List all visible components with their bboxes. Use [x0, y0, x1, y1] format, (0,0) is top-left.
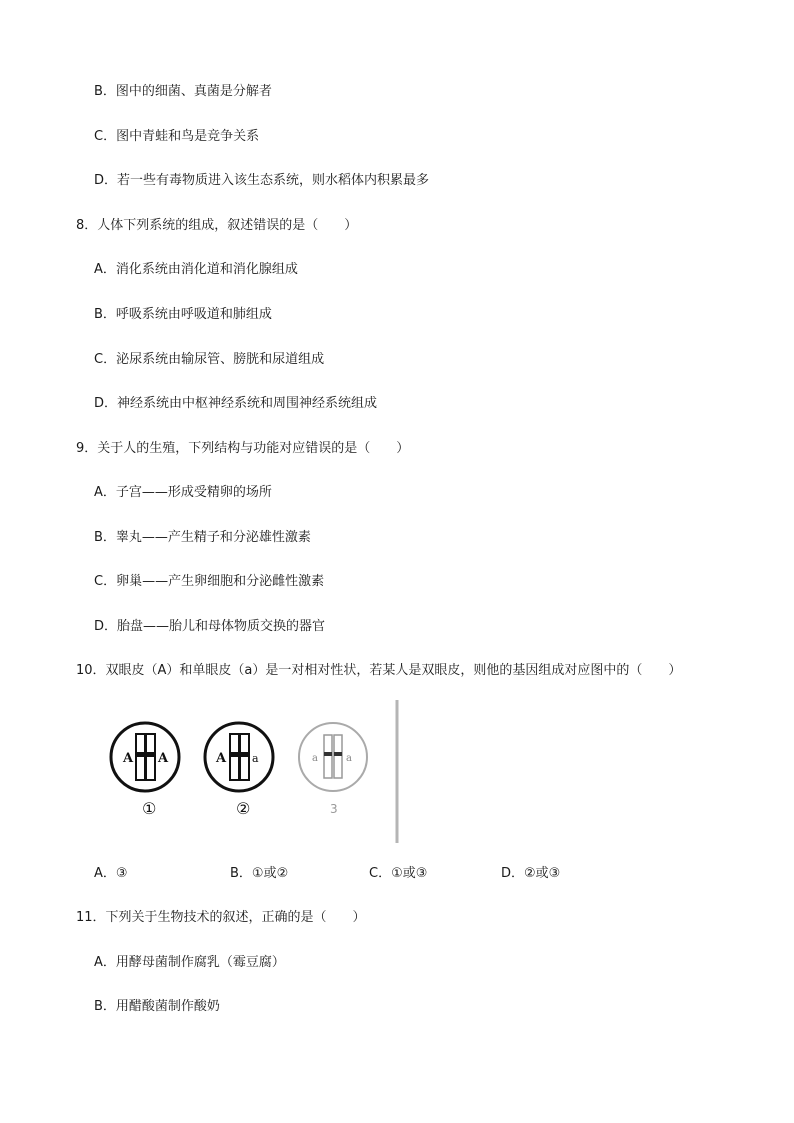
cell-1 — [111, 723, 179, 818]
q10-stem: 10．双眼皮（A）和单眼皮（a）是一对相对性状，若某人是双眼皮，则他的基因组成对应图中的（ ） — [76, 663, 682, 678]
q11-stem: 11．下列关于生物技术的叙述，正确的是（ ） — [76, 910, 366, 925]
q8-option-b: B．呼吸系统由呼吸道和肺组成 — [94, 307, 272, 322]
q10-option-a: A．③ — [94, 866, 128, 881]
q9-option-a: A．子宫——形成受精卵的场所 — [94, 485, 272, 500]
q11-option-a: A．用酵母菌制作腐乳（霉豆腐） — [94, 955, 285, 970]
cell-3-label: 3 — [330, 802, 338, 816]
q10-option-b: B．①或② — [230, 866, 289, 881]
q7-option-c: C．图中青蛙和鸟是竞争关系 — [94, 129, 260, 144]
q8-option-d: D．神经系统由中枢神经系统和周围神经系统组成 — [94, 396, 378, 411]
q9-option-d: D．胎盘——胎儿和母体物质交换的器官 — [94, 619, 326, 634]
q10-answer-row — [0, 865, 794, 885]
cell-1-right-allele: A — [158, 751, 169, 766]
cell-3-right-allele: a — [346, 753, 352, 764]
cell-1-label: ① — [142, 799, 157, 818]
q10-option-c: C．①或③ — [369, 866, 428, 881]
cell-3-left-allele: a — [312, 753, 318, 764]
q9-option-c: C．卵巢——产生卵细胞和分泌雌性激素 — [94, 574, 325, 589]
cell-2-right-allele: a — [252, 752, 259, 765]
q10-option-d: D．②或③ — [501, 866, 561, 881]
cell-1-left-allele: A — [123, 751, 134, 766]
q7-option-b: B．图中的细菌、真菌是分解者 — [94, 84, 272, 99]
q8-stem: 8．人体下列系统的组成，叙述错误的是（ ） — [76, 218, 358, 233]
chromosome-diagram — [105, 700, 405, 848]
q7-option-d: D．若一些有毒物质进入该生态系统，则水稻体内积累最多 — [94, 173, 430, 188]
q11-option-b: B．用醋酸菌制作酸奶 — [94, 999, 220, 1014]
chromosome-figure — [105, 700, 405, 848]
q9-stem: 9．关于人的生殖，下列结构与功能对应错误的是（ ） — [76, 441, 410, 456]
cell-3 — [299, 723, 367, 816]
cell-2-label: ② — [236, 799, 251, 818]
cell-2 — [205, 723, 273, 818]
q8-option-a: A．消化系统由消化道和消化腺组成 — [94, 262, 298, 277]
cell-2-left-allele: A — [216, 751, 227, 766]
q9-option-b: B．睾丸——产生精子和分泌雄性激素 — [94, 530, 311, 545]
q8-option-c: C．泌尿系统由输尿管、膀胱和尿道组成 — [94, 352, 325, 367]
